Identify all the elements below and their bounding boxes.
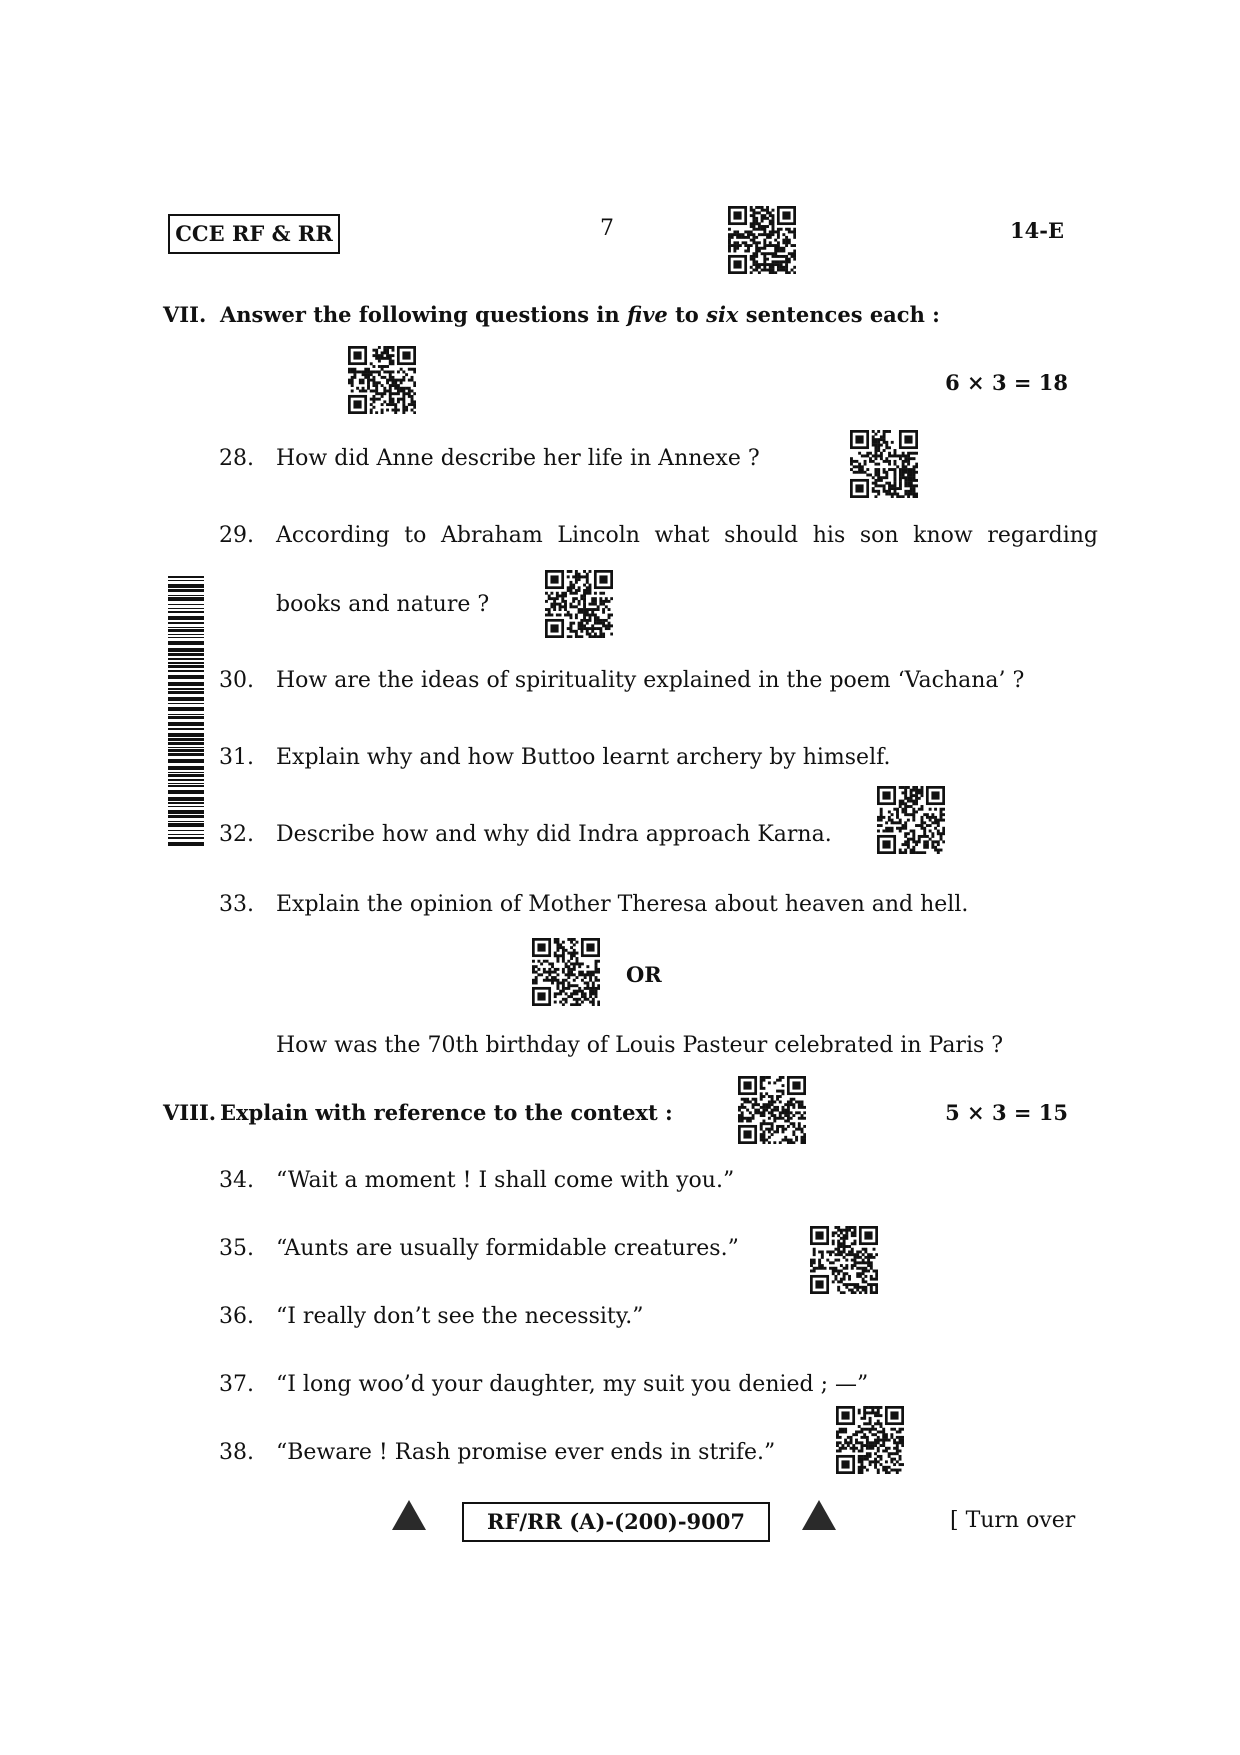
question-text: Explain why and how Buttoo learnt archery by himself.: [276, 745, 891, 770]
qr-code-icon: [738, 1076, 806, 1144]
question-text: “I really don’t see the necessity.”: [276, 1304, 644, 1329]
question-text: “Beware ! Rash promise ever ends in strife.”: [276, 1440, 776, 1465]
section-viii-marks: 5 × 3 = 15: [945, 1100, 1068, 1125]
series-label: CCE RF & RR: [168, 214, 340, 254]
question-text: “Wait a moment ! I shall come with you.”: [276, 1168, 735, 1193]
qr-code-icon: [850, 430, 918, 498]
qr-code-icon: [810, 1226, 878, 1294]
question-number: 37.: [219, 1372, 254, 1397]
section-vii-title: Answer the following questions in five to six sentences each :: [220, 302, 940, 327]
footer-code: RF/RR (A)-(200)-9007: [462, 1502, 770, 1542]
question-number: 32.: [219, 822, 254, 847]
qr-code-icon: [836, 1406, 904, 1474]
question-text: How did Anne describe her life in Annexe ?: [276, 446, 760, 471]
barcode-icon: [168, 576, 204, 852]
triangle-marker-icon: [392, 1500, 426, 1530]
page-number: 7: [600, 216, 614, 241]
qr-code-icon: [348, 346, 416, 414]
paper-code: 14-E: [1010, 218, 1064, 243]
question-text-continued: books and nature ?: [276, 592, 490, 617]
section-viii-number: VIII.: [163, 1100, 217, 1125]
section-viii-title: Explain with reference to the context :: [220, 1100, 673, 1125]
question-text: “Aunts are usually formidable creatures.”: [276, 1236, 739, 1261]
question-number: 28.: [219, 446, 254, 471]
question-number: 30.: [219, 668, 254, 693]
section-vii-marks: 6 × 3 = 18: [945, 370, 1068, 395]
question-number: 29.: [219, 523, 254, 548]
qr-code-icon: [728, 206, 796, 274]
question-text: “I long woo’d your daughter, my suit you denied ; —”: [276, 1372, 869, 1397]
question-number: 35.: [219, 1236, 254, 1261]
or-label: OR: [626, 962, 662, 987]
qr-code-icon: [877, 786, 945, 854]
question-number: 36.: [219, 1304, 254, 1329]
question-text: How are the ideas of spirituality explained in the poem ‘Vachana’ ?: [276, 668, 1025, 693]
qr-code-icon: [545, 570, 613, 638]
question-number: 31.: [219, 745, 254, 770]
triangle-marker-icon: [802, 1500, 836, 1530]
question-text: Describe how and why did Indra approach Karna.: [276, 822, 832, 847]
question-text: According to Abraham Lincoln what should his son know regarding: [276, 523, 1098, 548]
qr-code-icon: [532, 938, 600, 1006]
question-number: 34.: [219, 1168, 254, 1193]
question-number: 38.: [219, 1440, 254, 1465]
question-text: Explain the opinion of Mother Theresa about heaven and hell.: [276, 892, 969, 917]
section-vii-number: VII.: [163, 302, 207, 327]
question-number: 33.: [219, 892, 254, 917]
alternate-question-text: How was the 70th birthday of Louis Pasteur celebrated in Paris ?: [276, 1033, 1004, 1058]
turn-over-label: [ Turn over: [950, 1508, 1076, 1533]
